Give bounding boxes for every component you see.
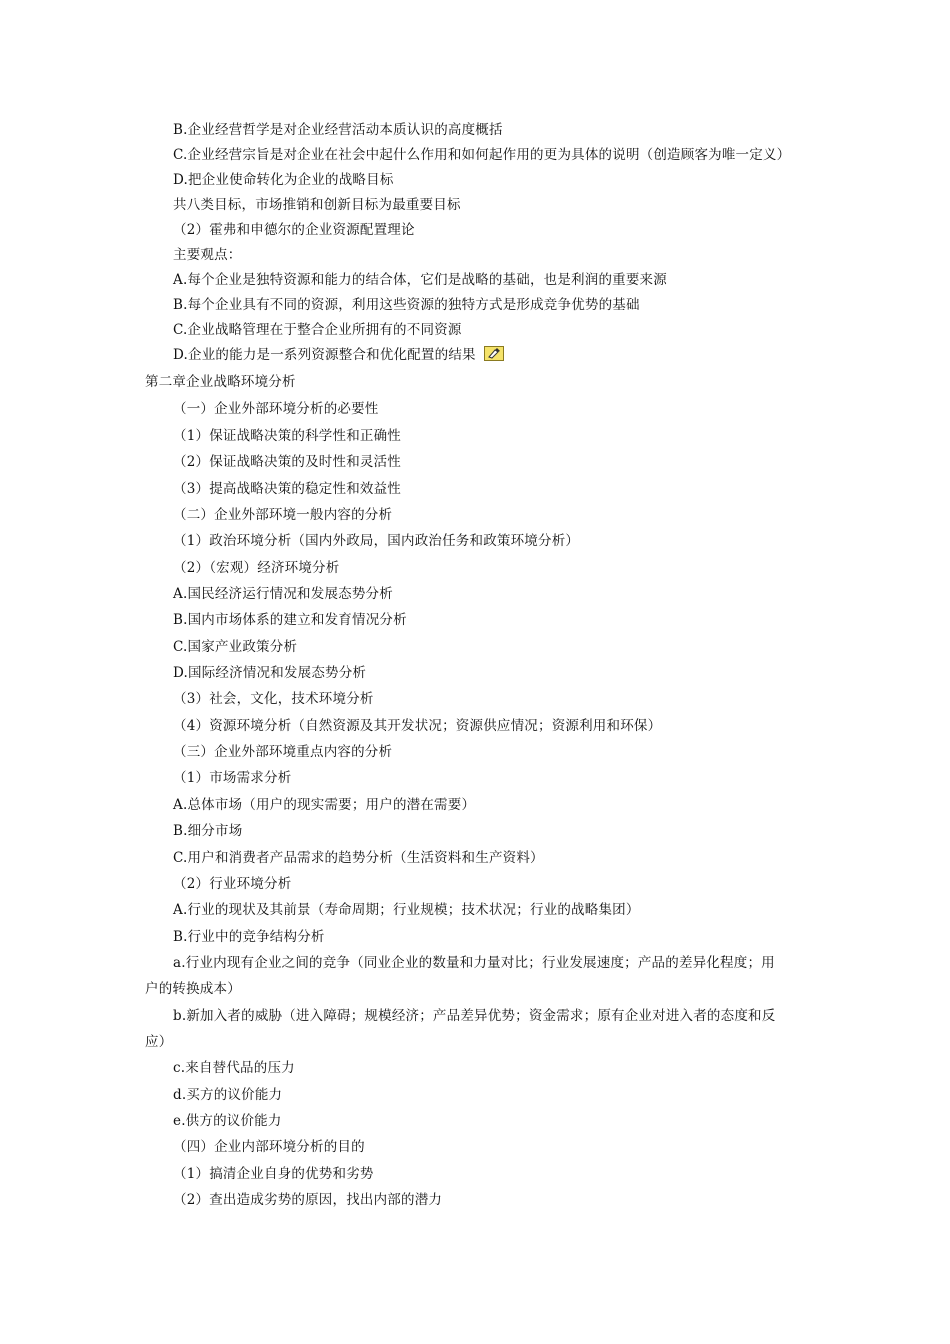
section-heading: （四）企业内部环境分析的目的 [173, 1139, 365, 1155]
section-heading: （一）企业外部环境分析的必要性 [173, 401, 379, 417]
text-line: b.新加入者的威胁（进入障碍；规模经济；产品差异优势；资金需求；原有企业对进入者的态度和反 [173, 1008, 776, 1024]
text-line: C.企业战略管理在于整合企业所拥有的不同资源 [173, 322, 462, 338]
text-line: B.国内市场体系的建立和发育情况分析 [173, 612, 407, 628]
text-line: （3）社会，文化，技术环境分析 [173, 691, 374, 707]
text-line-with-icon [173, 346, 504, 364]
text-line: （1）市场需求分析 [173, 770, 292, 786]
text-line: （2）查出造成劣势的原因，找出内部的潜力 [173, 1192, 443, 1208]
text-line: C.用户和消费者产品需求的趋势分析（生活资料和生产资料） [173, 850, 544, 866]
text-line: （4）资源环境分析（自然资源及其开发状况；资源供应情况；资源利用和环保） [173, 718, 662, 734]
text-line: B.细分市场 [173, 823, 243, 839]
text-line: e.供方的议价能力 [173, 1113, 282, 1129]
text-line: B.每个企业具有不同的资源，利用这些资源的独特方式是形成竞争优势的基础 [173, 297, 640, 313]
text-line: D.国际经济情况和发展态势分析 [173, 665, 367, 681]
section-heading: （二）企业外部环境一般内容的分析 [173, 507, 393, 523]
text-line: （1）搞清企业自身的优势和劣势 [173, 1166, 374, 1182]
text-line: B.企业经营哲学是对企业经营活动本质认识的高度概括 [173, 122, 503, 138]
sticky-note-icon[interactable] [484, 346, 504, 361]
text-line: 主要观点： [173, 247, 242, 263]
text-line: （1）政治环境分析（国内外政局，国内政治任务和政策环境分析） [173, 533, 580, 549]
text-line: d.买方的议价能力 [173, 1087, 283, 1103]
section-heading: （三）企业外部环境重点内容的分析 [173, 744, 393, 760]
text-line: （2）行业环境分析 [173, 876, 292, 892]
text-line: a.行业内现有企业之间的竞争（同业企业的数量和力量对比；行业发展速度；产品的差异化程度；用 [173, 955, 775, 971]
text-line: A.行业的现状及其前景（寿命周期；行业规模；技术状况；行业的战略集团） [173, 902, 640, 918]
text-line: （2）保证战略决策的及时性和灵活性 [173, 454, 401, 470]
text-line: C.企业经营宗旨是对企业在社会中起什么作用和如何起作用的更为具体的说明（创造顾客为唯一定义） [173, 147, 791, 163]
text-line: C.国家产业政策分析 [173, 639, 298, 655]
text-line-continuation: 应） [145, 1034, 173, 1050]
text-line-continuation: 户的转换成本） [145, 981, 241, 997]
text-line: （1）保证战略决策的科学性和正确性 [173, 428, 401, 444]
chapter-title: 第二章企业战略环境分析 [145, 374, 296, 390]
text-line: B.行业中的竞争结构分析 [173, 929, 325, 945]
text-line: A.国民经济运行情况和发展态势分析 [173, 586, 393, 602]
text-line: c.来自替代品的压力 [173, 1060, 295, 1076]
text-line: （3）提高战略决策的稳定性和效益性 [173, 481, 401, 497]
text-line: A.每个企业是独特资源和能力的结合体，它们是战略的基础，也是利润的重要来源 [173, 272, 667, 288]
text-line: D.把企业使命转化为企业的战略目标 [173, 172, 394, 188]
text-line: 共八类目标，市场推销和创新目标为最重要目标 [173, 197, 461, 213]
text-line: A.总体市场（用户的现实需要；用户的潜在需要） [173, 797, 476, 813]
text-line: （2）（宏观）经济环境分析 [173, 560, 340, 576]
text-line: D.企业的能力是一系列资源整合和优化配置的结果 [173, 347, 476, 363]
section-heading: （2）霍弗和申德尔的企业资源配置理论 [173, 222, 415, 238]
